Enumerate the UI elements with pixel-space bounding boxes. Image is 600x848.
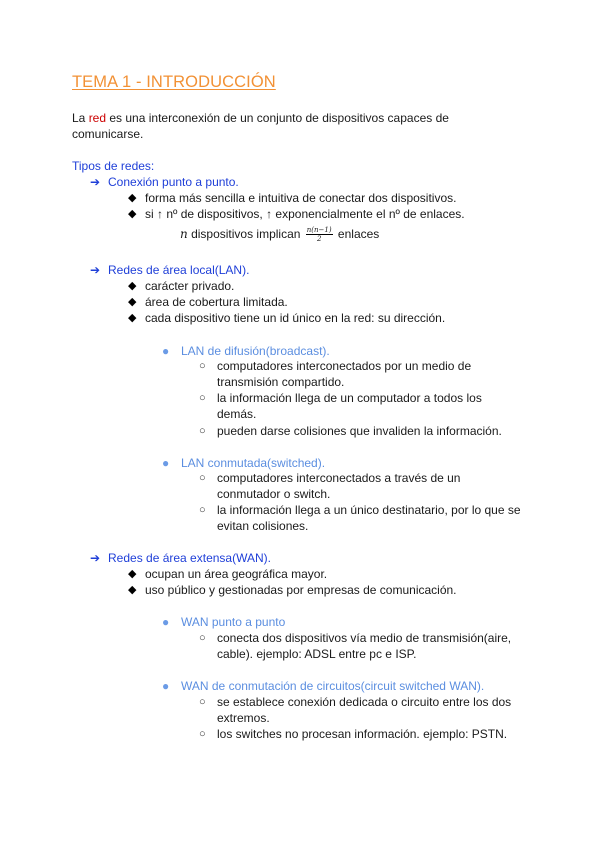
arrow-icon: ➔ bbox=[90, 175, 101, 189]
lan-conmutada-heading: LAN conmutada(switched). bbox=[181, 456, 326, 470]
lan-bullet-2: área de cobertura limitada. bbox=[145, 295, 288, 309]
intro-rest: es una interconexión de un conjunto de dispositivos capaces de bbox=[106, 111, 449, 125]
wan-punto-heading: WAN punto a punto bbox=[181, 615, 286, 629]
dot-icon: ● bbox=[162, 679, 170, 693]
difusion-item-1-line-2: transmisión compartido. bbox=[217, 375, 345, 389]
formula-denominator: 2 bbox=[316, 235, 322, 244]
circle-icon: ○ bbox=[199, 472, 206, 484]
lan-bullet-3: cada dispositivo tiene un id único en la red: su dirección. bbox=[145, 311, 446, 325]
arrow-icon: ➔ bbox=[90, 263, 101, 277]
punto-a-punto-heading: Conexión punto a punto. bbox=[108, 175, 239, 189]
wan-bullet-2: uso público y gestionadas por empresas de comunicación. bbox=[145, 583, 457, 597]
circuitos-item-1-line-1: se establece conexión dedicada o circuito entre los dos bbox=[217, 695, 512, 709]
circle-icon: ○ bbox=[199, 728, 206, 740]
dot-icon: ● bbox=[162, 615, 170, 629]
formula-numerator: n(n−1) bbox=[306, 226, 332, 235]
dot-icon: ● bbox=[162, 344, 170, 358]
punto-bullet-1: forma más sencilla e intuitiva de conectar dos dispositivos. bbox=[145, 191, 457, 205]
formula-text-before: dispositivos implican bbox=[187, 227, 304, 241]
conmutada-item-2-line-1: la información llega a un único destinatario, por lo que se bbox=[217, 503, 521, 517]
lan-difusion-heading: LAN de difusión(broadcast). bbox=[181, 344, 330, 358]
conmutada-item-2-line-2: evitan colisiones. bbox=[217, 519, 309, 533]
wan-circuitos-heading: WAN de conmutación de circuitos(circuit switched WAN). bbox=[181, 679, 485, 693]
dot-icon: ● bbox=[162, 456, 170, 470]
diamond-icon: ◆ bbox=[128, 280, 137, 292]
circle-icon: ○ bbox=[199, 425, 206, 437]
circle-icon: ○ bbox=[199, 392, 206, 404]
punto-bullet-2: si ↑ nº de dispositivos, ↑ exponencialmente el nº de enlaces. bbox=[145, 207, 465, 221]
wan-heading: Redes de área extensa(WAN). bbox=[108, 551, 271, 565]
intro-prefix: La bbox=[72, 111, 89, 125]
diamond-icon: ◆ bbox=[128, 296, 137, 308]
diamond-icon: ◆ bbox=[128, 312, 137, 324]
formula-variable: n bbox=[180, 227, 188, 241]
diamond-icon: ◆ bbox=[128, 192, 137, 204]
arrow-icon: ➔ bbox=[90, 551, 101, 565]
formula-line bbox=[180, 225, 379, 243]
diamond-icon: ◆ bbox=[128, 584, 137, 596]
circuitos-item-1-line-2: extremos. bbox=[217, 711, 270, 725]
circle-icon: ○ bbox=[199, 360, 206, 372]
conmutada-item-1-line-1: computadores interconectados a través de un bbox=[217, 471, 461, 485]
diamond-icon: ◆ bbox=[128, 208, 137, 220]
page-title: TEMA 1 - INTRODUCCIÓN bbox=[72, 73, 276, 91]
wan-bullet-1: ocupan un área geográfica mayor. bbox=[145, 567, 328, 581]
circle-icon: ○ bbox=[199, 504, 206, 516]
intro-line-2: comunicarse. bbox=[72, 127, 144, 141]
formula-text-after: enlaces bbox=[334, 227, 380, 241]
conmutada-item-1-line-2: conmutador o switch. bbox=[217, 487, 331, 501]
formula-fraction bbox=[306, 226, 333, 243]
lan-bullet-1: carácter privado. bbox=[145, 279, 235, 293]
difusion-item-3-line-1: pueden darse colisiones que invaliden la información. bbox=[217, 424, 502, 438]
circuitos-item-2-line-1: los switches no procesan información. ejemplo: PSTN. bbox=[217, 727, 508, 741]
tipos-heading: Tipos de redes: bbox=[72, 159, 155, 173]
circle-icon: ○ bbox=[199, 632, 206, 644]
wan-punto-item-1-line-2: cable). ejemplo: ADSL entre pc e ISP. bbox=[217, 647, 417, 661]
lan-heading: Redes de área local(LAN). bbox=[108, 263, 250, 277]
intro-highlight-red: red bbox=[88, 111, 107, 125]
wan-punto-item-1-line-1: conecta dos dispositivos vía medio de transmisión(aire, bbox=[217, 631, 512, 645]
circle-icon: ○ bbox=[199, 696, 206, 708]
intro-line-1 bbox=[72, 110, 449, 126]
difusion-item-1-line-1: computadores interconectados por un medio de bbox=[217, 359, 472, 373]
diamond-icon: ◆ bbox=[128, 568, 137, 580]
difusion-item-2-line-1: la información llega de un computador a todos los bbox=[217, 391, 482, 405]
difusion-item-2-line-2: demás. bbox=[217, 407, 257, 421]
